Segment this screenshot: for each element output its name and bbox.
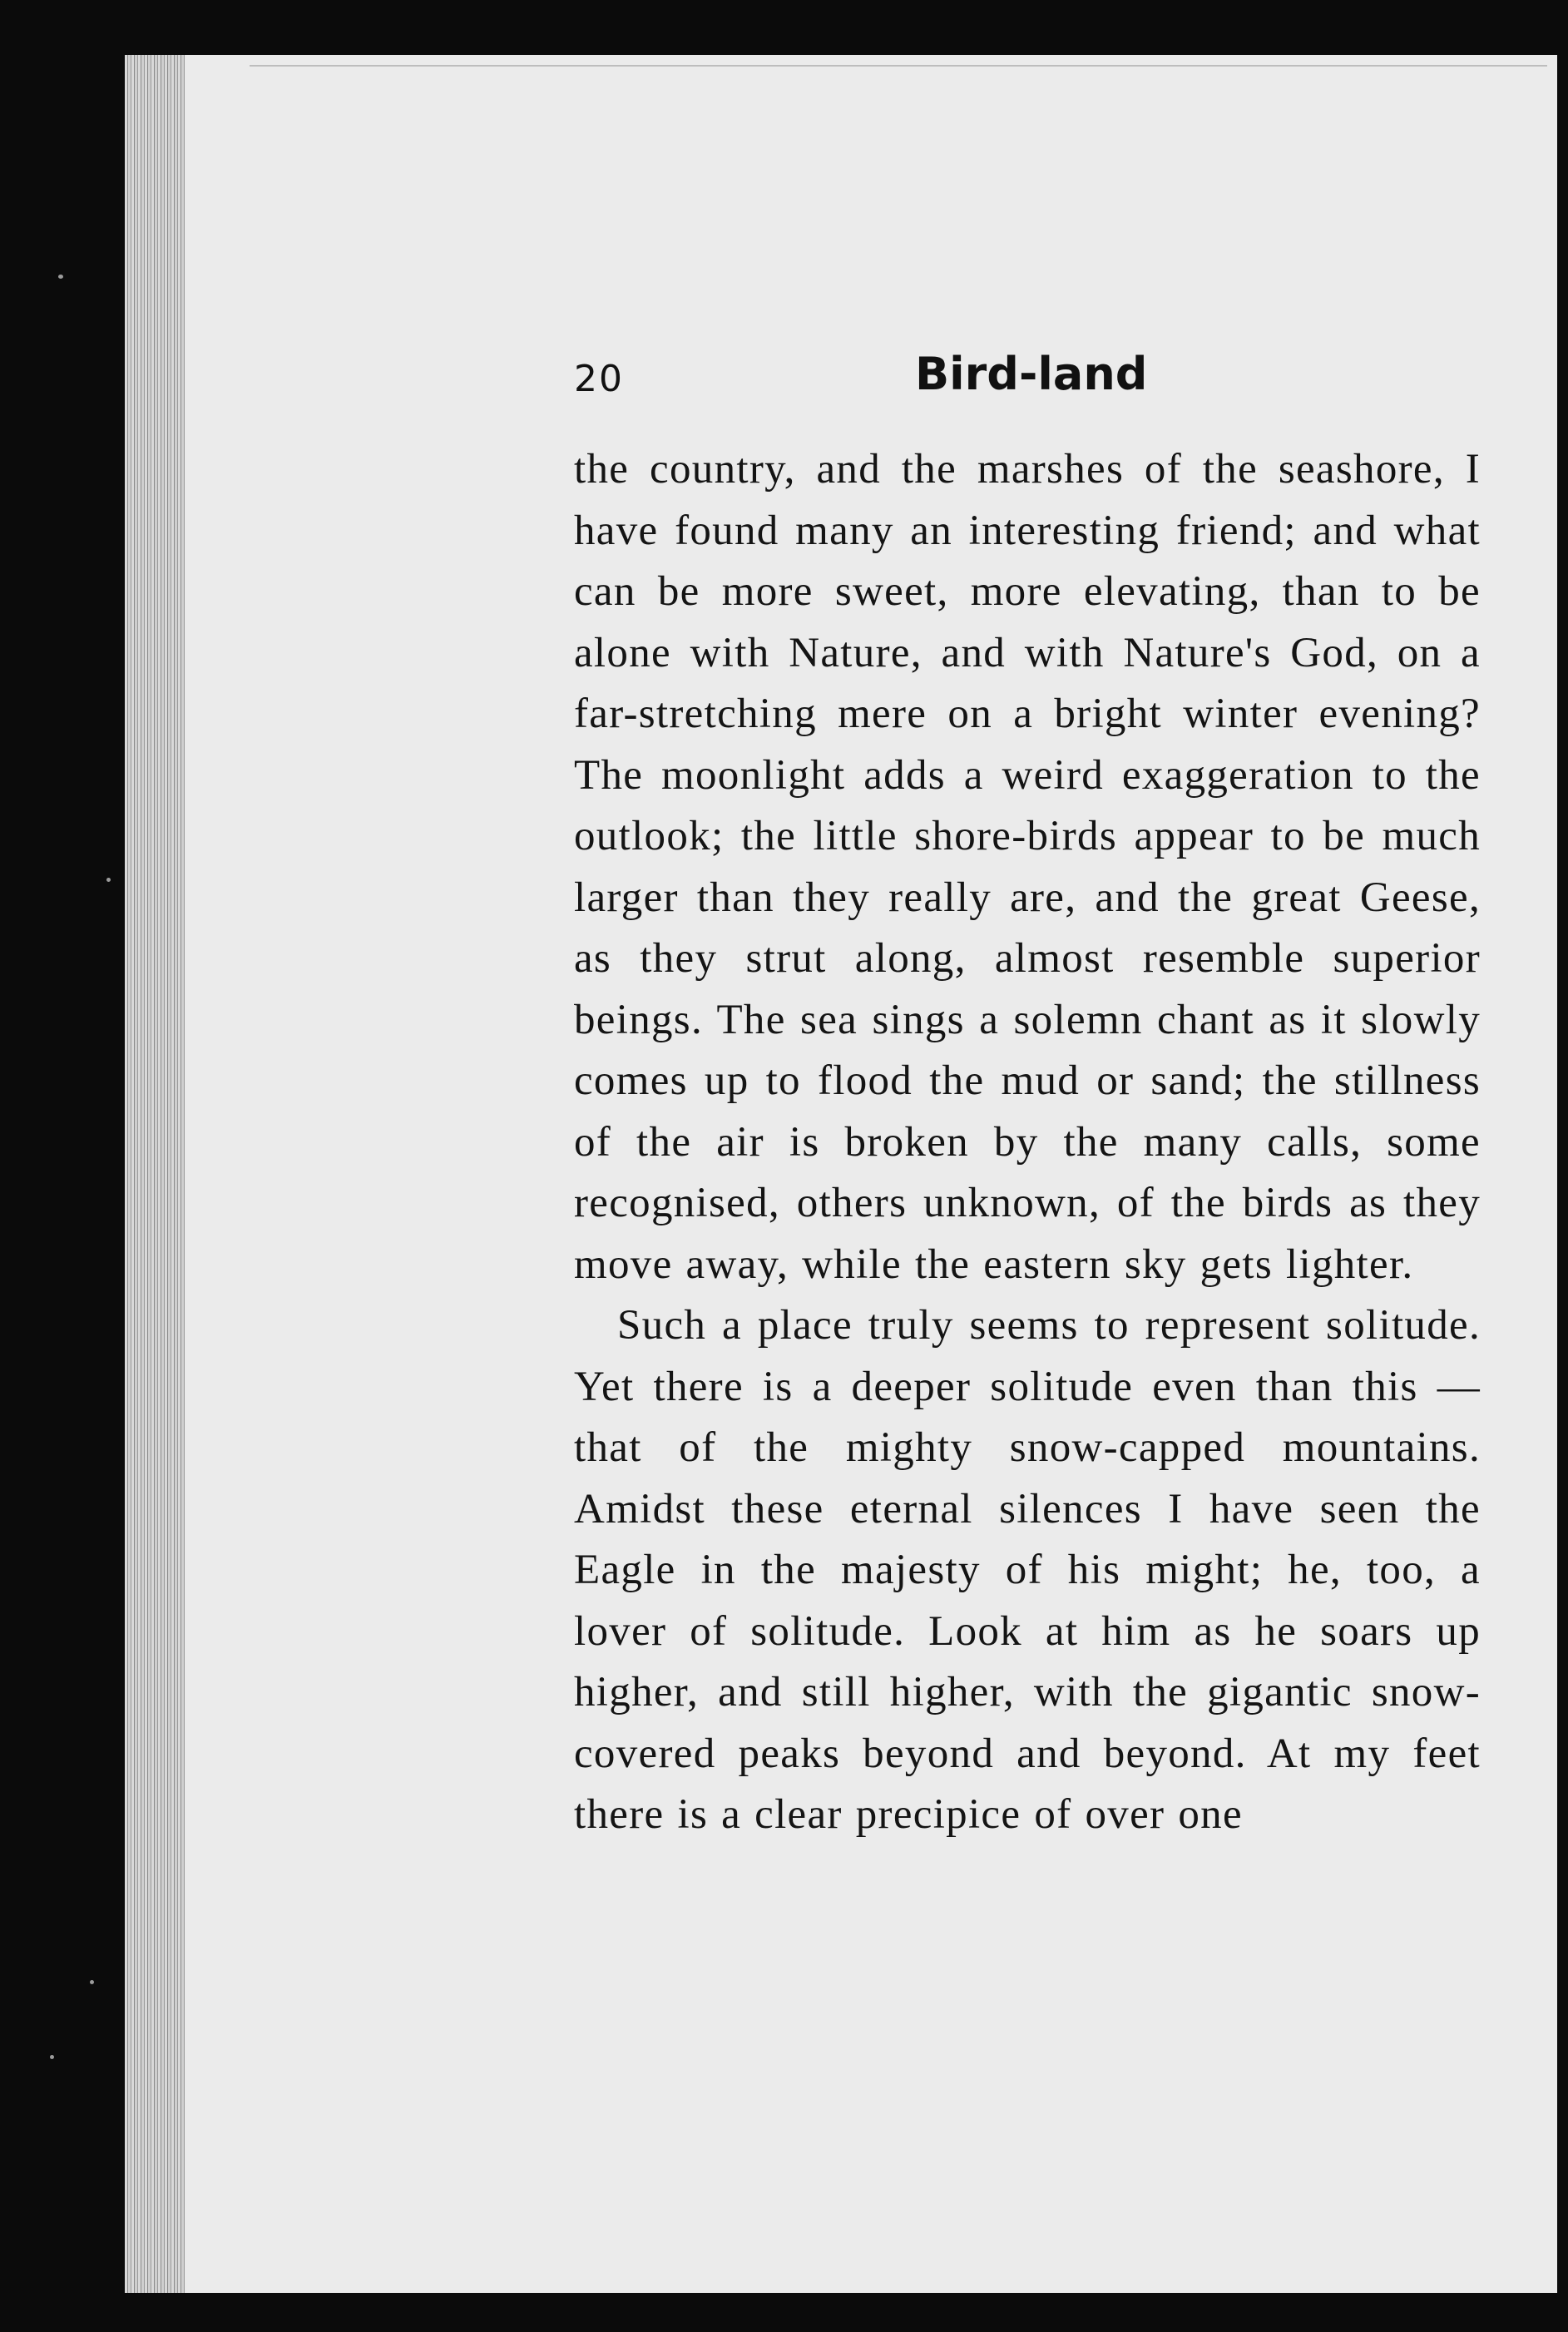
dust-speck — [58, 275, 63, 279]
page-header — [574, 348, 1481, 414]
body-text — [574, 439, 1481, 1846]
paragraph: Such a place truly seems to represent solitude. Yet there is a deeper solitude even than this —that of the mighty snow-capped mountains. Amidst these eternal silences I have seen the Eagle in the majesty of his might; he, too, a lover of solitude. Look at him as he soars up higher, and still higher, with the gigantic snow-covered peaks beyond and beyond. At my feet there is a clear precipice of over one — [574, 1302, 1481, 1838]
page-number: 20 — [574, 358, 624, 400]
dust-speck — [50, 2055, 54, 2059]
dust-speck — [90, 1980, 94, 1984]
paragraph: the country, and the marshes of the seashore, I have found many an interesting friend; and what can be more sweet, more elevating, than to be alone with Nature, and with Nature's God, on a far-stretching mere on a bright winter evening? The moonlight adds a weird exaggeration to the outlook; the little shore-birds appear to be much larger than they really are, and the great Geese, as they strut along, almost resemble superior beings. The sea sings a solemn chant as it slowly comes up to flood the mud or sand; the stillness of the air is broken by the many calls, some recognised, others unknown, of the birds as they move away, while the eastern sky gets lighter. — [574, 446, 1481, 1288]
page-top-edge — [250, 65, 1547, 67]
running-title: Bird-land — [915, 348, 1148, 400]
dust-speck — [106, 878, 111, 882]
